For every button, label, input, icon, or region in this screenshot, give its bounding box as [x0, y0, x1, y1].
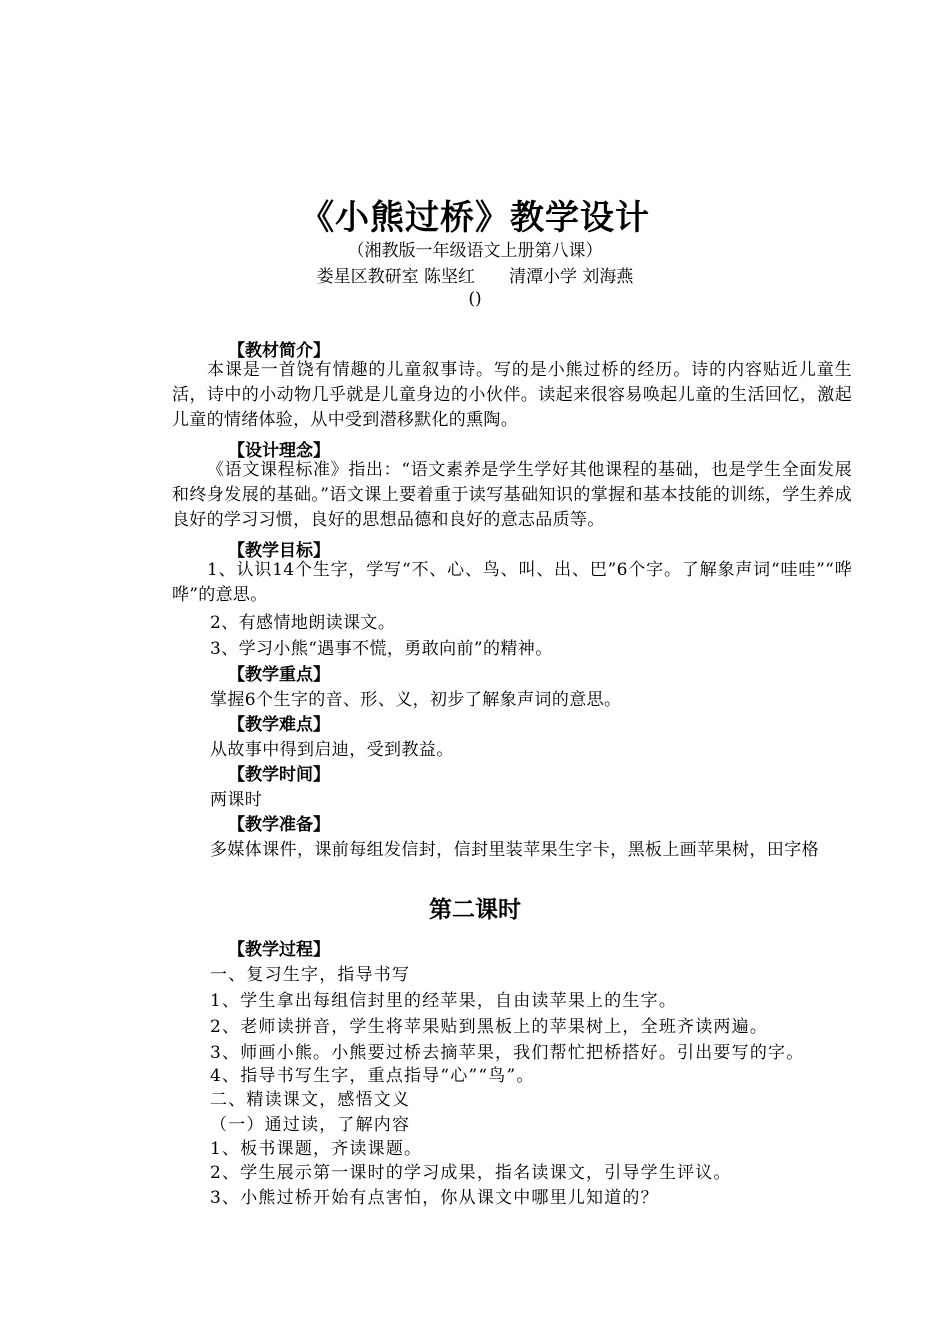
goal-item-1: 1、认识14个生字，学写“不、心、鸟、叫、出、巴”6个字。了解象声词“哇哇”“哗哗”的意思。	[172, 560, 852, 605]
difficulty-text: 从故事中得到启迪，受到教益。	[210, 740, 454, 760]
process-line: 1、板书课题，齐读课题。	[210, 1139, 423, 1159]
process-line: 一、复习生字，指导书写	[210, 965, 411, 985]
document-title: 《小熊过桥》教学设计	[300, 198, 650, 238]
process-line: 3、师画小熊。小熊要过桥去摘苹果，我们帮忙把桥搭好。引出要写的字。	[210, 1043, 805, 1063]
lesson-title: 第二课时	[429, 896, 521, 923]
goal-item-2: 2、有感情地朗读课文。	[210, 613, 396, 633]
preparation-text: 多媒体课件，课前每组发信封，信封里装苹果生字卡，黑板上画苹果树，田字格	[210, 840, 819, 860]
document-authors: 娄星区教研室 陈坚红 清潭小学 刘海燕	[316, 267, 634, 287]
process-line: 1、学生拿出每组信封里的经苹果，自由读苹果上的生字。	[210, 991, 678, 1011]
heading-intro: 【教材简介】	[228, 341, 330, 361]
document-paren: ()	[468, 289, 482, 309]
process-line: 二、精读课文，感悟文义	[210, 1090, 411, 1110]
heading-process: 【教学过程】	[228, 940, 330, 960]
key-points-text: 掌握6个生字的音、形、义，初步了解象声词的意思。	[210, 690, 622, 710]
process-line: （一）通过读，了解内容	[210, 1115, 411, 1135]
goal-item-3: 3、学习小熊“遇事不慌，勇敢向前”的精神。	[210, 639, 553, 659]
process-line: 2、学生展示第一课时的学习成果，指名读课文，引导学生评议。	[210, 1163, 732, 1183]
document-subtitle: （湘教版一年级语文上册第八课）	[347, 241, 603, 261]
heading-key-points: 【教学重点】	[228, 665, 330, 685]
intro-paragraph: 本课是一首饶有情趣的儿童叙事诗。写的是小熊过桥的经历。诗的内容贴近儿童生活，诗中的小动物几乎就是儿童身边的小伙伴。读起来很容易唤起儿童的生活回忆，激起儿童的情绪体验，从中受到潜移默化的熏陶。	[172, 360, 852, 430]
process-line: 2、老师读拼音，学生将苹果贴到黑板上的苹果树上，全班齐读两遍。	[210, 1017, 769, 1037]
process-line: 3、小熊过桥开始有点害怕，你从课文中哪里儿知道的？	[210, 1188, 659, 1208]
heading-preparation: 【教学准备】	[228, 815, 330, 835]
heading-difficulty: 【教学难点】	[228, 715, 330, 735]
time-text: 两课时	[210, 790, 263, 810]
heading-time: 【教学时间】	[228, 765, 330, 785]
heading-concept: 【设计理念】	[228, 441, 330, 461]
heading-goals: 【教学目标】	[228, 541, 330, 561]
process-line: 4、指导书写生字，重点指导“心”“鸟”。	[210, 1066, 535, 1086]
concept-paragraph: 《语文课程标准》指出：“语文素养是学生学好其他课程的基础，也是学生全面发展和终身发展的基础。”语文课上要着重于读写基础知识的掌握和基本技能的训练，学生养成良好的学习习惯，良好的思想品德和良好的意志品质等。	[172, 460, 852, 530]
